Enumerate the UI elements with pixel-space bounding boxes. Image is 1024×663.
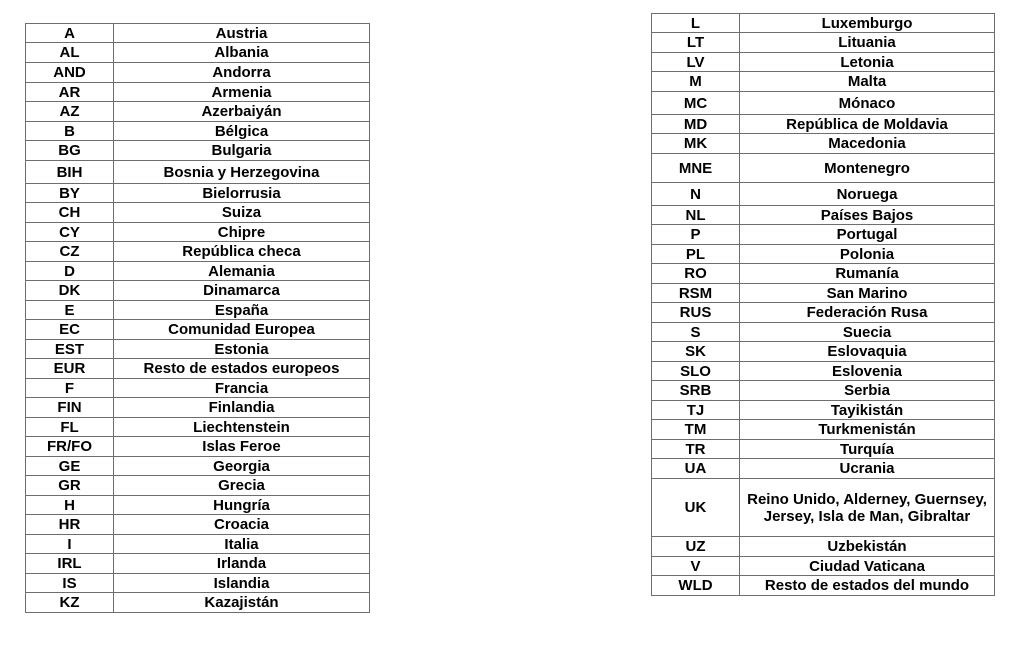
country-code-cell: LV (652, 53, 740, 72)
table-row (652, 576, 995, 596)
country-code-cell: N (652, 183, 740, 206)
table-row (652, 183, 995, 206)
country-name-cell: Resto de estados europeos (114, 359, 370, 379)
country-code-cell: H (26, 496, 114, 515)
country-name-cell: Francia (114, 379, 370, 398)
table-row (26, 161, 370, 184)
table-body (652, 14, 995, 596)
country-code-cell: GR (26, 476, 114, 496)
country-name-cell: Resto de estados del mundo (740, 576, 995, 596)
country-code-cell: MC (652, 92, 740, 115)
table-row (26, 398, 370, 418)
table-row (26, 102, 370, 122)
country-codes-table-left (25, 23, 370, 613)
table-row (26, 574, 370, 593)
country-code-cell: TM (652, 420, 740, 440)
country-code-cell: CY (26, 223, 114, 242)
country-code-cell: L (652, 14, 740, 33)
country-name-cell: Letonia (740, 53, 995, 72)
country-name-cell: Reino Unido, Alderney, Guernsey, Jersey, Isla de Man, Gibraltar (740, 479, 995, 537)
table-row (26, 223, 370, 242)
table-row (26, 496, 370, 515)
country-name-cell: Turkmenistán (740, 420, 995, 440)
country-name-cell: Países Bajos (740, 206, 995, 225)
country-code-cell: A (26, 24, 114, 43)
country-code-cell: IRL (26, 554, 114, 574)
table-row (26, 63, 370, 83)
country-name-cell: España (114, 301, 370, 320)
table-row (26, 320, 370, 340)
country-code-cell: IS (26, 574, 114, 593)
table-row (26, 379, 370, 398)
table-row (26, 437, 370, 457)
country-code-cell: GE (26, 457, 114, 476)
country-code-cell: V (652, 557, 740, 576)
country-name-cell: Bosnia y Herzegovina (114, 161, 370, 184)
table-row (652, 264, 995, 284)
country-code-cell: EST (26, 340, 114, 359)
country-name-cell: Bulgaria (114, 141, 370, 161)
country-name-cell: Grecia (114, 476, 370, 496)
table-row (652, 284, 995, 303)
table-row (26, 535, 370, 554)
table-row (652, 245, 995, 264)
country-name-cell: Bélgica (114, 122, 370, 141)
table-row (26, 554, 370, 574)
country-name-cell: Chipre (114, 223, 370, 242)
table-row (26, 359, 370, 379)
table-row (652, 420, 995, 440)
country-code-cell: WLD (652, 576, 740, 596)
table-row (652, 459, 995, 479)
table-row (26, 122, 370, 141)
country-name-cell: República checa (114, 242, 370, 262)
table-row (26, 83, 370, 102)
table-row (652, 14, 995, 33)
table-row (652, 206, 995, 225)
country-name-cell: Noruega (740, 183, 995, 206)
country-code-cell: I (26, 535, 114, 554)
table-row (26, 340, 370, 359)
table-row (26, 515, 370, 535)
country-name-cell: Comunidad Europea (114, 320, 370, 340)
table-row (652, 342, 995, 362)
country-name-cell: Estonia (114, 340, 370, 359)
country-code-cell: MNE (652, 154, 740, 183)
table-row (652, 33, 995, 53)
country-name-cell: Federación Rusa (740, 303, 995, 323)
country-code-cell: AL (26, 43, 114, 63)
country-code-cell: LT (652, 33, 740, 53)
country-code-cell: MK (652, 134, 740, 154)
country-code-cell: KZ (26, 593, 114, 613)
table-row (26, 593, 370, 613)
country-code-cell: S (652, 323, 740, 342)
country-name-cell: Luxemburgo (740, 14, 995, 33)
table-row (26, 24, 370, 43)
country-name-cell: Kazajistán (114, 593, 370, 613)
country-code-cell: TJ (652, 401, 740, 420)
country-code-cell: DK (26, 281, 114, 301)
table-row (26, 43, 370, 63)
country-code-cell: CZ (26, 242, 114, 262)
country-code-cell: FR/FO (26, 437, 114, 457)
table-row (652, 115, 995, 134)
country-code-cell: HR (26, 515, 114, 535)
country-name-cell: Lituania (740, 33, 995, 53)
country-name-cell: Turquía (740, 440, 995, 459)
country-name-cell: Ucrania (740, 459, 995, 479)
country-name-cell: Malta (740, 72, 995, 92)
country-name-cell: Mónaco (740, 92, 995, 115)
table-row (26, 418, 370, 437)
table-row (652, 72, 995, 92)
country-code-cell: M (652, 72, 740, 92)
country-code-cell: UA (652, 459, 740, 479)
table-row (26, 262, 370, 281)
country-codes-table-right (651, 13, 995, 596)
table-row (26, 141, 370, 161)
table-row (26, 203, 370, 223)
country-code-cell: SK (652, 342, 740, 362)
country-code-cell: BG (26, 141, 114, 161)
country-name-cell: Italia (114, 535, 370, 554)
country-name-cell: Dinamarca (114, 281, 370, 301)
table-row (652, 537, 995, 557)
country-code-cell: UK (652, 479, 740, 537)
country-name-cell: Alemania (114, 262, 370, 281)
country-name-cell: Eslovaquia (740, 342, 995, 362)
country-name-cell: Rumanía (740, 264, 995, 284)
country-code-cell: FIN (26, 398, 114, 418)
country-name-cell: Andorra (114, 63, 370, 83)
country-name-cell: Ciudad Vaticana (740, 557, 995, 576)
country-code-cell: BIH (26, 161, 114, 184)
country-code-cell: AZ (26, 102, 114, 122)
country-code-cell: PL (652, 245, 740, 264)
country-name-cell: Tayikistán (740, 401, 995, 420)
country-code-cell: TR (652, 440, 740, 459)
country-code-cell: D (26, 262, 114, 281)
table-row (652, 225, 995, 245)
table-row (652, 154, 995, 183)
country-code-cell: SRB (652, 381, 740, 401)
table-row (652, 557, 995, 576)
country-code-cell: BY (26, 184, 114, 203)
table-row (26, 242, 370, 262)
country-name-cell: Islandia (114, 574, 370, 593)
country-code-cell: F (26, 379, 114, 398)
table-row (26, 281, 370, 301)
country-name-cell: Montenegro (740, 154, 995, 183)
country-code-cell: P (652, 225, 740, 245)
country-name-cell: Suiza (114, 203, 370, 223)
country-code-cell: RO (652, 264, 740, 284)
table-row (652, 53, 995, 72)
country-name-cell: Uzbekistán (740, 537, 995, 557)
country-name-cell: Islas Feroe (114, 437, 370, 457)
country-name-cell: Liechtenstein (114, 418, 370, 437)
country-name-cell: Croacia (114, 515, 370, 535)
country-name-cell: República de Moldavia (740, 115, 995, 134)
table-row (26, 457, 370, 476)
country-name-cell: Portugal (740, 225, 995, 245)
country-name-cell: Bielorrusia (114, 184, 370, 203)
country-code-cell: SLO (652, 362, 740, 381)
table-row (26, 184, 370, 203)
country-code-cell: RUS (652, 303, 740, 323)
country-code-cell: EUR (26, 359, 114, 379)
table-row (652, 134, 995, 154)
country-name-cell: Albania (114, 43, 370, 63)
table-row (652, 323, 995, 342)
country-name-cell: Polonia (740, 245, 995, 264)
country-code-cell: E (26, 301, 114, 320)
country-code-cell: FL (26, 418, 114, 437)
country-code-cell: UZ (652, 537, 740, 557)
country-name-cell: Eslovenia (740, 362, 995, 381)
country-name-cell: Azerbaiyán (114, 102, 370, 122)
country-code-cell: MD (652, 115, 740, 134)
country-name-cell: Armenia (114, 83, 370, 102)
country-name-cell: Hungría (114, 496, 370, 515)
table-row (652, 362, 995, 381)
table-row (26, 476, 370, 496)
country-code-cell: RSM (652, 284, 740, 303)
table-row (652, 92, 995, 115)
country-code-cell: CH (26, 203, 114, 223)
table-row (652, 479, 995, 537)
country-code-cell: NL (652, 206, 740, 225)
country-code-cell: B (26, 122, 114, 141)
country-code-cell: AND (26, 63, 114, 83)
country-name-cell: Serbia (740, 381, 995, 401)
country-code-cell: AR (26, 83, 114, 102)
table-row (652, 381, 995, 401)
country-name-cell: Georgia (114, 457, 370, 476)
table-row (652, 401, 995, 420)
table-row (652, 440, 995, 459)
country-name-cell: Irlanda (114, 554, 370, 574)
country-name-cell: San Marino (740, 284, 995, 303)
table-row (26, 301, 370, 320)
country-name-cell: Macedonia (740, 134, 995, 154)
country-name-cell: Finlandia (114, 398, 370, 418)
country-name-cell: Austria (114, 24, 370, 43)
table-row (652, 303, 995, 323)
country-name-cell: Suecia (740, 323, 995, 342)
country-code-cell: EC (26, 320, 114, 340)
table-body (26, 24, 370, 613)
